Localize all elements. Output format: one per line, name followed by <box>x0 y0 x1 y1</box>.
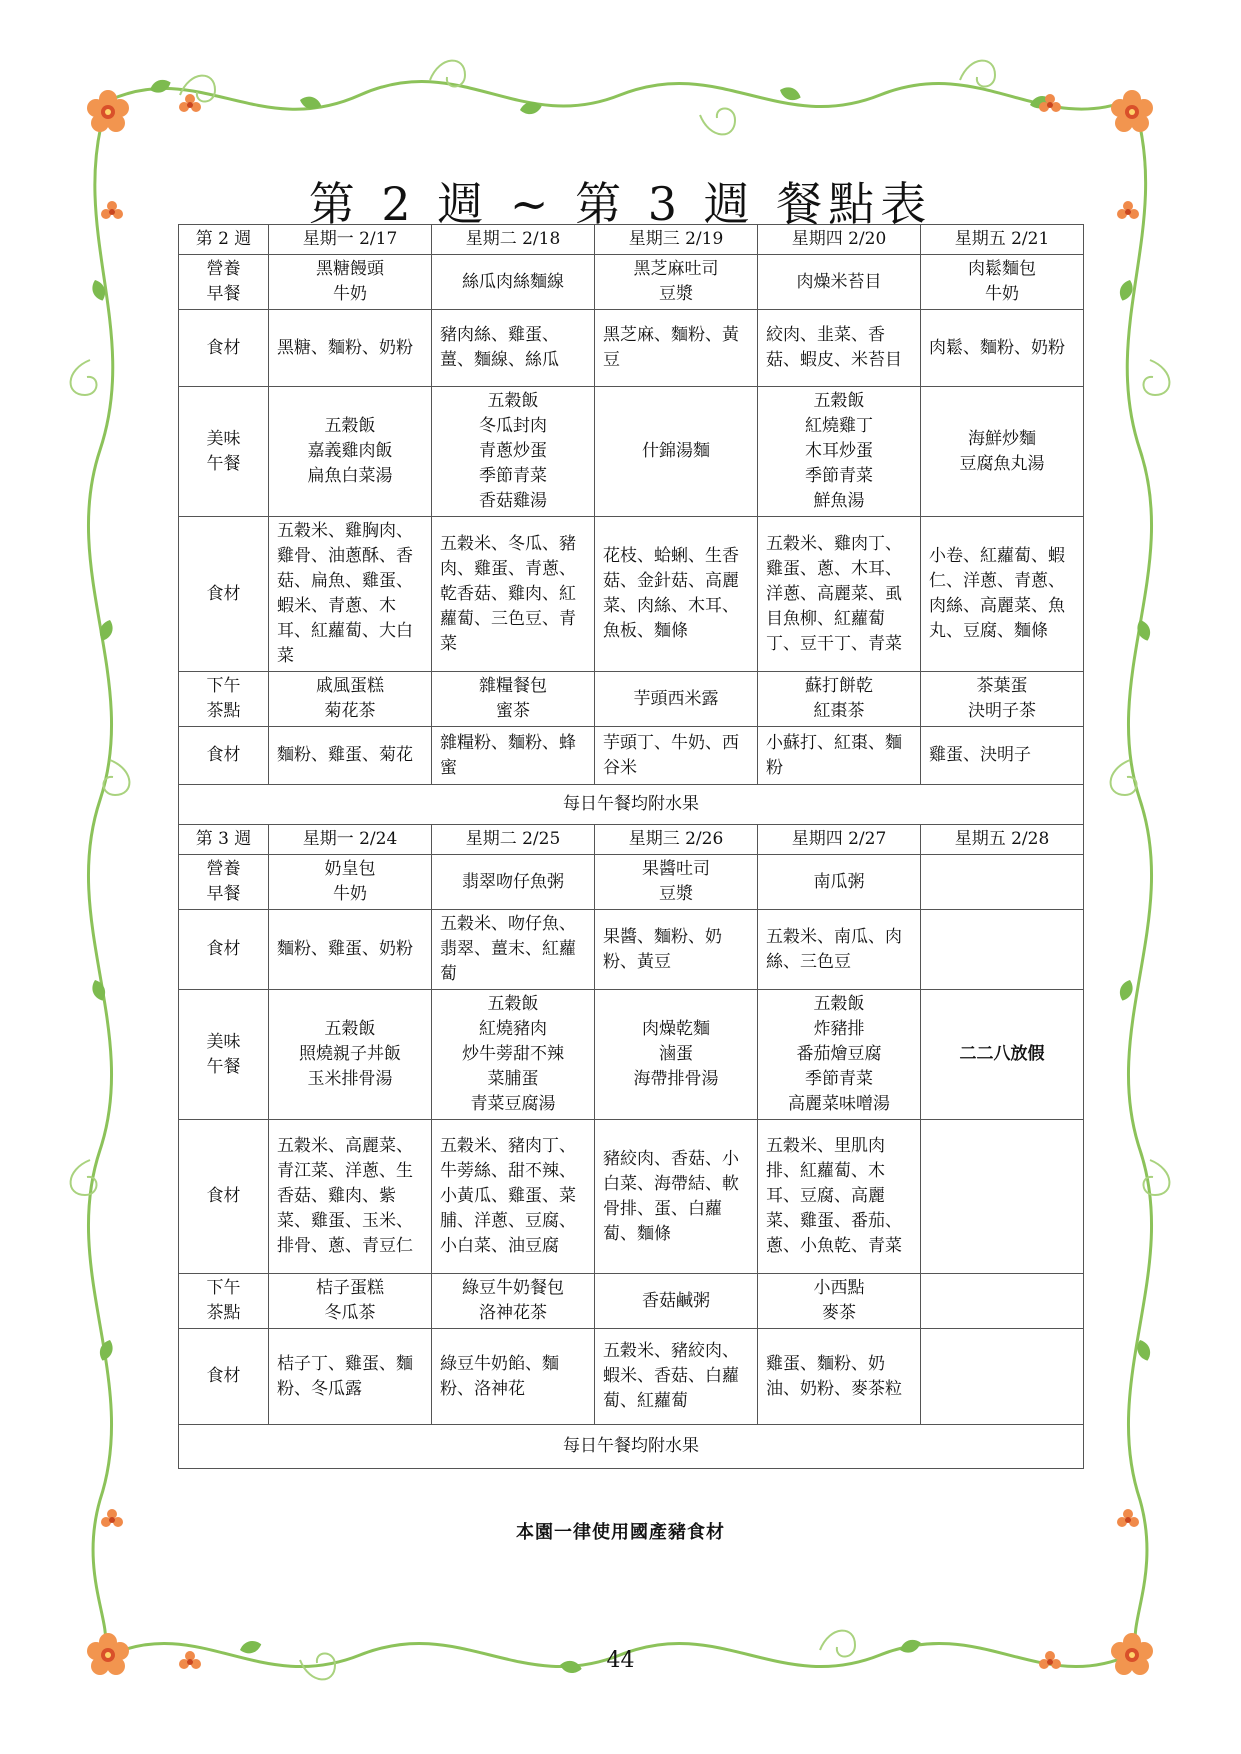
empty-cell <box>921 910 1084 990</box>
menu-cell: 翡翠吻仔魚粥 <box>432 855 595 910</box>
menu-cell: 雜糧餐包 蜜茶 <box>432 672 595 727</box>
ingredients-cell: 雞蛋、決明子 <box>921 727 1084 785</box>
ingredients-cell: 肉鬆、麵粉、奶粉 <box>921 310 1084 387</box>
fruit-note: 每日午餐均附水果 <box>179 785 1084 825</box>
category-label: 食材 <box>179 1329 269 1425</box>
ingredients-cell: 五穀米、吻仔魚、翡翠、薑末、紅蘿蔔 <box>432 910 595 990</box>
menu-cell: 小西點 麥茶 <box>758 1274 921 1329</box>
ingredients-cell: 果醬、麵粉、奶粉、黃豆 <box>595 910 758 990</box>
week3-header-row <box>179 825 1084 855</box>
day-header: 星期二 2/18 <box>432 225 595 255</box>
ingredients-cell: 雜糧粉、麵粉、蜂蜜 <box>432 727 595 785</box>
snack-ingredients-row <box>179 1329 1084 1425</box>
empty-cell <box>921 855 1084 910</box>
ingredients-cell: 五穀米、豬絞肉、蝦米、香菇、白蘿蔔、紅蘿蔔 <box>595 1329 758 1425</box>
day-header: 星期五 2/28 <box>921 825 1084 855</box>
empty-cell <box>921 1329 1084 1425</box>
ingredients-cell: 五穀米、南瓜、肉絲、三色豆 <box>758 910 921 990</box>
breakfast-row <box>179 855 1084 910</box>
ingredients-cell: 小蘇打、紅棗、麵粉 <box>758 727 921 785</box>
day-header: 星期三 2/19 <box>595 225 758 255</box>
category-label: 美味 午餐 <box>179 387 269 517</box>
breakfast-row <box>179 255 1084 310</box>
menu-cell: 五穀飯 嘉義雞肉飯 扁魚白菜湯 <box>269 387 432 517</box>
menu-cell: 黑芝麻吐司 豆漿 <box>595 255 758 310</box>
day-header: 星期四 2/27 <box>758 825 921 855</box>
ingredients-cell: 五穀米、冬瓜、豬肉、雞蛋、青蔥、乾香菇、雞肉、紅蘿蔔、三色豆、青菜 <box>432 517 595 672</box>
ingredients-cell: 絞肉、韭菜、香菇、蝦皮、米苔目 <box>758 310 921 387</box>
lunch-ingredients-row <box>179 1120 1084 1274</box>
menu-cell: 香菇鹹粥 <box>595 1274 758 1329</box>
ingredients-cell: 五穀米、雞肉丁、雞蛋、蔥、木耳、洋蔥、高麗菜、虱目魚柳、紅蘿蔔丁、豆干丁、青菜 <box>758 517 921 672</box>
week3-note-row <box>179 1425 1084 1469</box>
category-label: 食材 <box>179 1120 269 1274</box>
ingredients-cell: 芋頭丁、牛奶、西谷米 <box>595 727 758 785</box>
empty-cell <box>921 1120 1084 1274</box>
day-header: 星期二 2/25 <box>432 825 595 855</box>
ingredients-cell: 五穀米、里肌肉排、紅蘿蔔、木耳、豆腐、高麗菜、雞蛋、番茄、蔥、小魚乾、青菜 <box>758 1120 921 1274</box>
menu-cell: 五穀飯 冬瓜封肉 青蔥炒蛋 季節青菜 香菇雞湯 <box>432 387 595 517</box>
snack-row <box>179 1274 1084 1329</box>
holiday-label: 二二八放假 <box>921 990 1084 1120</box>
menu-cell: 五穀飯 紅燒豬肉 炒牛蒡甜不辣 菜脯蛋 青菜豆腐湯 <box>432 990 595 1120</box>
ingredients-cell: 豬絞肉、香菇、小白菜、海帶結、軟骨排、蛋、白蘿蔔、麵條 <box>595 1120 758 1274</box>
ingredients-cell: 小卷、紅蘿蔔、蝦仁、洋蔥、青蔥、肉絲、高麗菜、魚丸、豆腐、麵條 <box>921 517 1084 672</box>
page-title: 第 2 週 ~ 第 3 週 餐點表 <box>308 177 933 231</box>
day-header: 星期一 2/17 <box>269 225 432 255</box>
week2-menu-table <box>178 224 1084 1469</box>
day-header: 星期五 2/21 <box>921 225 1084 255</box>
fruit-note: 每日午餐均附水果 <box>179 1425 1084 1469</box>
menu-cell: 黑糖饅頭 牛奶 <box>269 255 432 310</box>
ingredients-cell: 花枝、蛤蜊、生香菇、金針菇、高麗菜、肉絲、木耳、魚板、麵條 <box>595 517 758 672</box>
ingredients-cell: 麵粉、雞蛋、菊花 <box>269 727 432 785</box>
category-label: 下午 茶點 <box>179 672 269 727</box>
category-label: 營養 早餐 <box>179 255 269 310</box>
category-label: 下午 茶點 <box>179 1274 269 1329</box>
page-number: 44 <box>606 1648 635 1673</box>
pork-origin-note: 本園一律使用國產豬食材 <box>516 1522 725 1543</box>
menu-cell: 果醬吐司 豆漿 <box>595 855 758 910</box>
menu-cell: 奶皇包 牛奶 <box>269 855 432 910</box>
snack-row <box>179 672 1084 727</box>
day-header: 星期一 2/24 <box>269 825 432 855</box>
ingredients-cell: 豬肉絲、雞蛋、薑、麵線、絲瓜 <box>432 310 595 387</box>
lunch-row <box>179 990 1084 1120</box>
category-label: 美味 午餐 <box>179 990 269 1120</box>
category-label: 營養 早餐 <box>179 855 269 910</box>
menu-cell: 絲瓜肉絲麵線 <box>432 255 595 310</box>
menu-cell: 肉鬆麵包 牛奶 <box>921 255 1084 310</box>
menu-cell: 肉燥米苔目 <box>758 255 921 310</box>
category-label: 食材 <box>179 727 269 785</box>
breakfast-ingredients-row <box>179 910 1084 990</box>
ingredients-cell: 雞蛋、麵粉、奶油、奶粉、麥茶粒 <box>758 1329 921 1425</box>
menu-cell: 五穀飯 照燒親子丼飯 玉米排骨湯 <box>269 990 432 1120</box>
menu-cell: 五穀飯 炸豬排 番茄燴豆腐 季節青菜 高麗菜味噌湯 <box>758 990 921 1120</box>
day-header: 星期三 2/26 <box>595 825 758 855</box>
menu-cell: 綠豆牛奶餐包 洛神花茶 <box>432 1274 595 1329</box>
week2-header-row <box>179 225 1084 255</box>
category-label: 食材 <box>179 310 269 387</box>
lunch-ingredients-row <box>179 517 1084 672</box>
category-label: 食材 <box>179 517 269 672</box>
ingredients-cell: 綠豆牛奶餡、麵粉、洛神花 <box>432 1329 595 1425</box>
snack-ingredients-row <box>179 727 1084 785</box>
empty-cell <box>921 1274 1084 1329</box>
menu-cell: 海鮮炒麵 豆腐魚丸湯 <box>921 387 1084 517</box>
ingredients-cell: 桔子丁、雞蛋、麵粉、冬瓜露 <box>269 1329 432 1425</box>
ingredients-cell: 五穀米、豬肉丁、牛蒡絲、甜不辣、小黃瓜、雞蛋、菜脯、洋蔥、豆腐、小白菜、油豆腐 <box>432 1120 595 1274</box>
category-label: 食材 <box>179 910 269 990</box>
breakfast-ingredients-row <box>179 310 1084 387</box>
menu-cell: 芋頭西米露 <box>595 672 758 727</box>
week2-note-row <box>179 785 1084 825</box>
ingredients-cell: 黑糖、麵粉、奶粉 <box>269 310 432 387</box>
lunch-row <box>179 387 1084 517</box>
menu-cell: 什錦湯麵 <box>595 387 758 517</box>
week-label: 第 2 週 <box>179 225 269 255</box>
menu-cell: 茶葉蛋 決明子茶 <box>921 672 1084 727</box>
menu-cell: 蘇打餅乾 紅棗茶 <box>758 672 921 727</box>
ingredients-cell: 五穀米、雞胸肉、雞骨、油蔥酥、香菇、扁魚、雞蛋、蝦米、青蔥、木耳、紅蘿蔔、大白菜 <box>269 517 432 672</box>
menu-cell: 肉燥乾麵 滷蛋 海帶排骨湯 <box>595 990 758 1120</box>
ingredients-cell: 五穀米、高麗菜、青江菜、洋蔥、生香菇、雞肉、紫菜、雞蛋、玉米、排骨、蔥、青豆仁 <box>269 1120 432 1274</box>
menu-cell: 南瓜粥 <box>758 855 921 910</box>
day-header: 星期四 2/20 <box>758 225 921 255</box>
week-label: 第 3 週 <box>179 825 269 855</box>
menu-cell: 戚風蛋糕 菊花茶 <box>269 672 432 727</box>
ingredients-cell: 麵粉、雞蛋、奶粉 <box>269 910 432 990</box>
ingredients-cell: 黑芝麻、麵粉、黃豆 <box>595 310 758 387</box>
menu-cell: 五穀飯 紅燒雞丁 木耳炒蛋 季節青菜 鮮魚湯 <box>758 387 921 517</box>
menu-cell: 桔子蛋糕 冬瓜茶 <box>269 1274 432 1329</box>
